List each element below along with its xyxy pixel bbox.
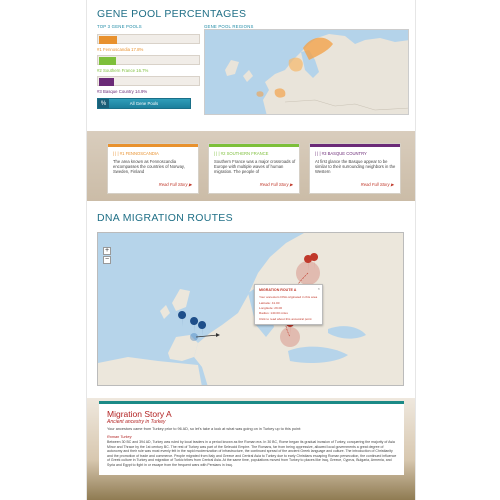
top-pools-heading: TOP 3 GENE POOLS	[97, 24, 142, 29]
bar-track	[97, 76, 200, 86]
card-body: At first glance the Basque appear to be similar to their surrounding neighbors in the Western	[315, 159, 396, 174]
popup-longitude: Longitude: 29.00	[259, 306, 283, 310]
gene-pool-regions-map[interactable]	[204, 29, 409, 115]
migration-routes-map[interactable]	[97, 232, 404, 386]
story-intro: Your ancestors came from Turkey prior to 96 AD, so let's take a look at what was going on in Turkey up to this point:	[107, 427, 302, 431]
popup-latitude: Latitude: 41.00	[259, 301, 280, 305]
bar-label: #2 Southern France 16.7%	[97, 68, 149, 73]
card-stripe	[310, 144, 400, 147]
popup-title: MIGRATION ROUTE A	[259, 288, 297, 292]
popup-read-link[interactable]: Click to read about this ancestral point	[259, 317, 312, 321]
regions-heading: GENE POOL REGIONS	[204, 24, 254, 29]
story-section-heading: Roman Turkey	[107, 435, 132, 439]
bar-fill	[99, 78, 114, 86]
popup-line: Your ancestors DNA originated in this area	[259, 295, 318, 299]
migration-story-card	[99, 401, 404, 475]
percent-icon: %	[98, 99, 109, 108]
all-gene-pools-label: All Gene Pools	[129, 101, 159, 106]
bar-label: #1 Fennoscandia 17.8%	[97, 47, 144, 52]
read-full-story-link[interactable]: Read Full Story ▶	[158, 182, 192, 187]
card-title: | | | #2 SOUTHERN FRANCE	[214, 151, 269, 156]
bar-label: #3 Basque Country 14.9%	[97, 89, 148, 94]
story-subtitle: Ancient ancestry in Turkey	[107, 419, 166, 425]
zoom-out-button[interactable]: −	[104, 256, 110, 263]
close-icon[interactable]: ×	[317, 286, 320, 291]
popup-radius: Radius: 140.00 miles	[259, 311, 288, 315]
bar-track	[97, 55, 200, 65]
bar-fill	[99, 36, 117, 44]
story-card-southern-france	[208, 143, 300, 194]
card-stripe	[209, 144, 299, 147]
migration-map-graphic	[98, 233, 404, 386]
gene-pool-title: GENE POOL PERCENTAGES	[97, 8, 247, 20]
story-title: Migration Story A	[107, 409, 172, 419]
card-body: The area known as Fennoscandia encompasses the countries of Norway, Sweden, Finland	[113, 159, 185, 174]
card-stripe	[108, 144, 198, 147]
page-edge-right	[415, 0, 416, 500]
bar-track	[97, 34, 200, 44]
migration-route-popup	[254, 284, 323, 325]
read-full-story-link[interactable]: Read Full Story ▶	[360, 182, 394, 187]
story-card-basque-country	[309, 143, 401, 194]
card-title: | | | #3 BASQUE COUNTRY	[315, 151, 367, 156]
story-card-fennoscandia	[107, 143, 199, 194]
all-gene-pools-button[interactable]	[97, 98, 191, 109]
europe-map-graphic	[205, 30, 409, 115]
read-full-story-link[interactable]: Read Full Story ▶	[259, 182, 293, 187]
zoom-in-button[interactable]: +	[104, 247, 110, 254]
bar-fill	[99, 57, 116, 65]
dna-migration-title: DNA MIGRATION ROUTES	[97, 212, 233, 224]
story-body: Between 30 BC and 394 AD, Turkey was ruled by local leaders in a period known as the Roman era. In 30 BC, Rome began its gradual invasion of Turkey, conquering the majority of Asia Minor and Thrace by the 1st century BC. The rest of Turkey was part of the Seleucid Empire. The Romans, far from being oppressive, allowed local governments a great degree of autonomy and their rule was most evenly felt in the rapid modernization of infrastructure, the continued spread of the ancient Greek language and culture. The introduction of Christianity and the promotion of trade and commerce. People migrated from Italy and Greece and Central Asia to Turkey due to early Christians escaping Roman persecution, the continued influence of Greek culture in Turkey and migration of Turkic tribes from Central Asia. At the same time, populations moved from Turkey to places like Iraq, Greece, Cyprus, Bulgaria, Armenia, and Syria and Egypt to fight in or escape from the frequent wars with Persians in Iraq.	[107, 440, 397, 467]
card-body: Southern France was a major crossroads of Europe with multiple waves of human migration. The people of	[214, 159, 296, 174]
card-title: | | | #1 FENNOSCANDIA	[113, 151, 159, 156]
